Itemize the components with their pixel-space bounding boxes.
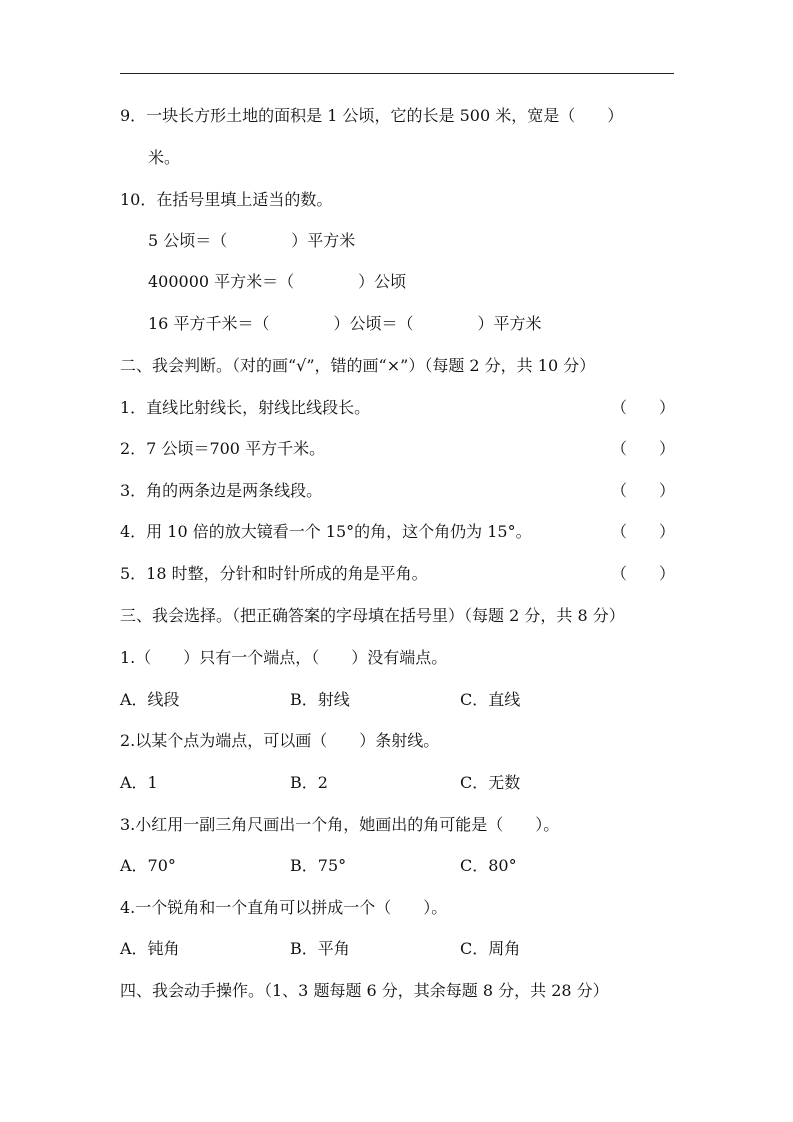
judge-answer-blank-4: （ ） <box>611 522 676 541</box>
choice-4-option-b: B．平角 <box>290 939 350 958</box>
choice-4-option-c: C．周角 <box>460 939 521 958</box>
judge-item-5: 5．18 时整，分针和时针所成的角是平角。 <box>120 564 428 583</box>
q10-row-2: 400000 平方米＝（ ）公顷 <box>148 272 407 291</box>
choice-3-option-b: B．75° <box>290 856 347 875</box>
choice-question-3: 3.小红用一副三角尺画出一个角，她画出的角可能是（ ）。 <box>120 815 560 834</box>
choice-question-4: 4.一个锐角和一个直角可以拼成一个（ ）。 <box>120 898 448 917</box>
section3-heading: 三、我会选择。（把正确答案的字母填在括号里）（每题 2 分，共 8 分） <box>120 606 625 625</box>
judge-item-4: 4．用 10 倍的放大镜看一个 15°的角，这个角仍为 15°。 <box>120 522 532 541</box>
section4-heading: 四、我会动手操作。（1、3 题每题 6 分，其余每题 8 分，共 28 分） <box>120 981 609 1000</box>
judge-item-1: 1．直线比射线长，射线比线段长。 <box>120 398 371 417</box>
choice-1-option-c: C．直线 <box>460 690 521 709</box>
judge-answer-blank-2: （ ） <box>611 439 676 458</box>
judge-item-2: 2．7 公顷＝700 平方千米。 <box>120 439 326 458</box>
choice-2-option-a: A．1 <box>120 773 158 792</box>
judge-answer-blank-3: （ ） <box>611 481 676 500</box>
judge-answer-blank-1: （ ） <box>611 398 676 417</box>
judge-answer-blank-5: （ ） <box>611 564 676 583</box>
q10-title: 10．在括号里填上适当的数。 <box>120 190 333 209</box>
q9-line2: 米。 <box>148 148 181 167</box>
choice-4-option-a: A．钝角 <box>120 939 180 958</box>
choice-1-option-b: B．射线 <box>290 690 350 709</box>
choice-3-option-a: A．70° <box>120 856 176 875</box>
choice-question-2: 2.以某个点为端点，可以画（ ）条射线。 <box>120 731 440 750</box>
judge-item-3: 3．角的两条边是两条线段。 <box>120 481 323 500</box>
section2-heading: 二、我会判断。（对的画“√”，错的画“×”）（每题 2 分，共 10 分） <box>120 356 596 375</box>
choice-2-option-c: C．无数 <box>460 773 521 792</box>
choice-3-option-c: C．80° <box>460 856 517 875</box>
choice-2-option-b: B．2 <box>290 773 328 792</box>
q10-row-1: 5 公顷＝（ ）平方米 <box>148 231 356 250</box>
choice-question-1: 1.（ ）只有一个端点，（ ）没有端点。 <box>120 648 448 667</box>
q10-row-3: 16 平方千米＝（ ）公顷＝（ ）平方米 <box>148 314 542 333</box>
choice-1-option-a: A．线段 <box>120 690 180 709</box>
q9-line1: 9．一块长方形土地的面积是 1 公顷，它的长是 500 米，宽是（ ） <box>120 106 624 125</box>
header-rule <box>120 73 674 74</box>
